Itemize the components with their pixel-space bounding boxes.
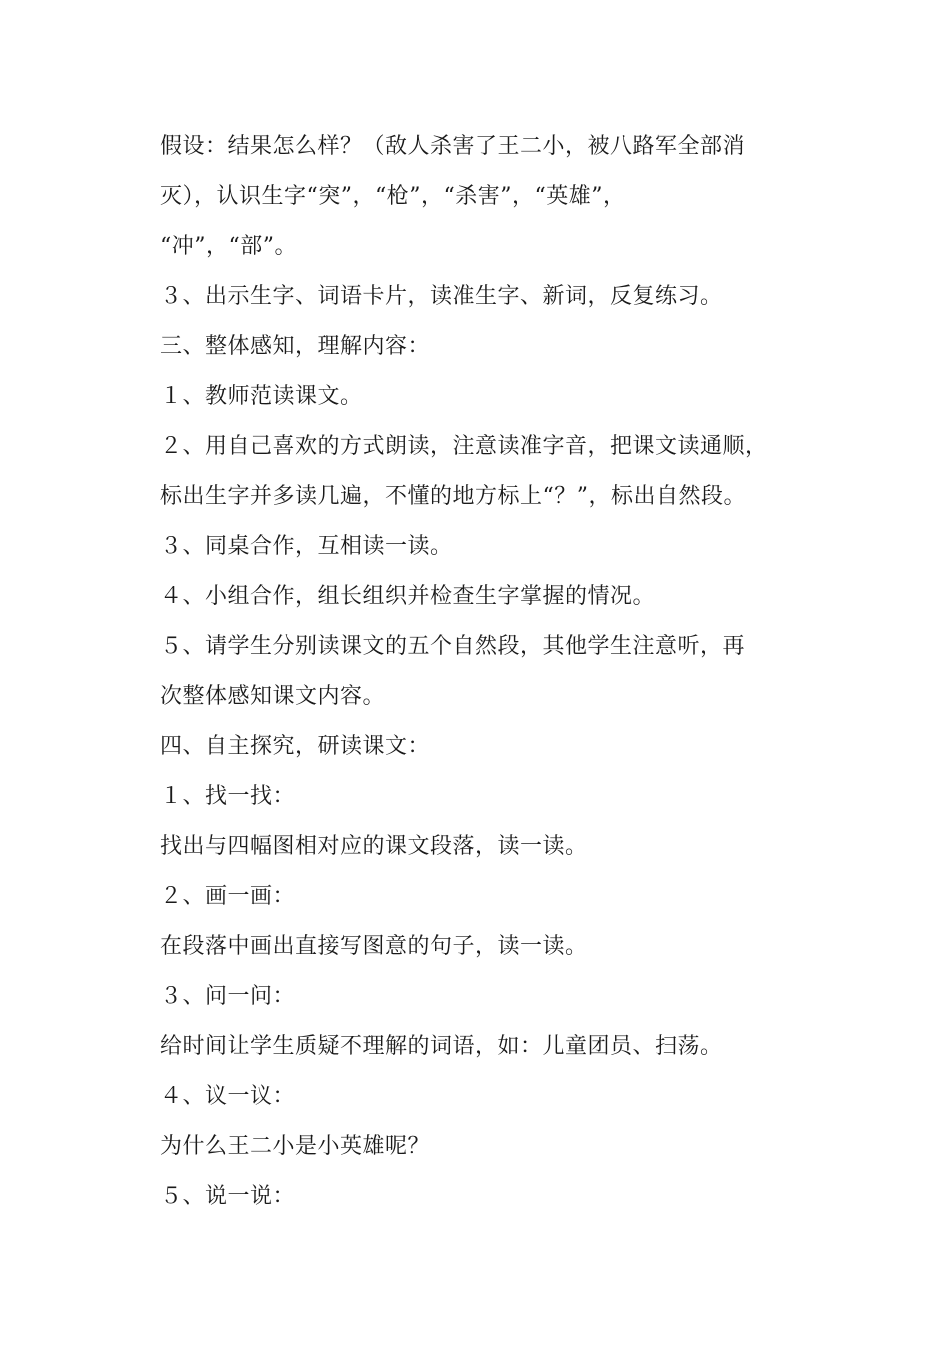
text-line: 标出生字并多读几遍，不懂的地方标上“？”，标出自然段。 [160,484,746,509]
text-line: ５、说一说： [160,1184,296,1209]
text-line: “冲”，“部”。 [160,234,297,259]
text-line: １、教师范读课文。 [160,384,363,409]
section-heading: 三、整体感知，理解内容： [160,334,431,359]
text-line: 为什么王二小是小英雄呢？ [160,1134,431,1159]
text-line: ４、议一议： [160,1084,296,1109]
text-line: ４、小组合作，组长组织并检查生字掌握的情况。 [160,584,656,609]
text-line: ３、出示生字、词语卡片，读准生字、新词，反复练习。 [160,284,723,309]
text-line: ２、用自己喜欢的方式朗读，注意读准字音，把课文读通顺， [160,434,768,459]
text-line: ３、同桌合作，互相读一读。 [160,534,453,559]
text-line: 找出与四幅图相对应的课文段落，读一读。 [160,834,588,859]
text-line: 次整体感知课文内容。 [160,684,386,709]
text-line: ５、请学生分别读课文的五个自然段，其他学生注意听，再 [160,634,746,659]
text-line: 假设：结果怎么样？（敌人杀害了王二小，被八路军全部消 [160,134,746,159]
text-line: ２、画一画： [160,884,296,909]
document-body [160,122,768,1222]
text-line: ３、问一问： [160,984,296,1009]
text-line: 在段落中画出直接写图意的句子，读一读。 [160,934,588,959]
section-heading: 四、自主探究，研读课文： [160,734,431,759]
text-line: １、找一找： [160,784,296,809]
text-line: 给时间让学生质疑不理解的词语，如：儿童团员、扫荡。 [160,1034,723,1059]
text-line: 灭），认识生字“突”，“枪”，“杀害”，“英雄”， [160,184,626,209]
